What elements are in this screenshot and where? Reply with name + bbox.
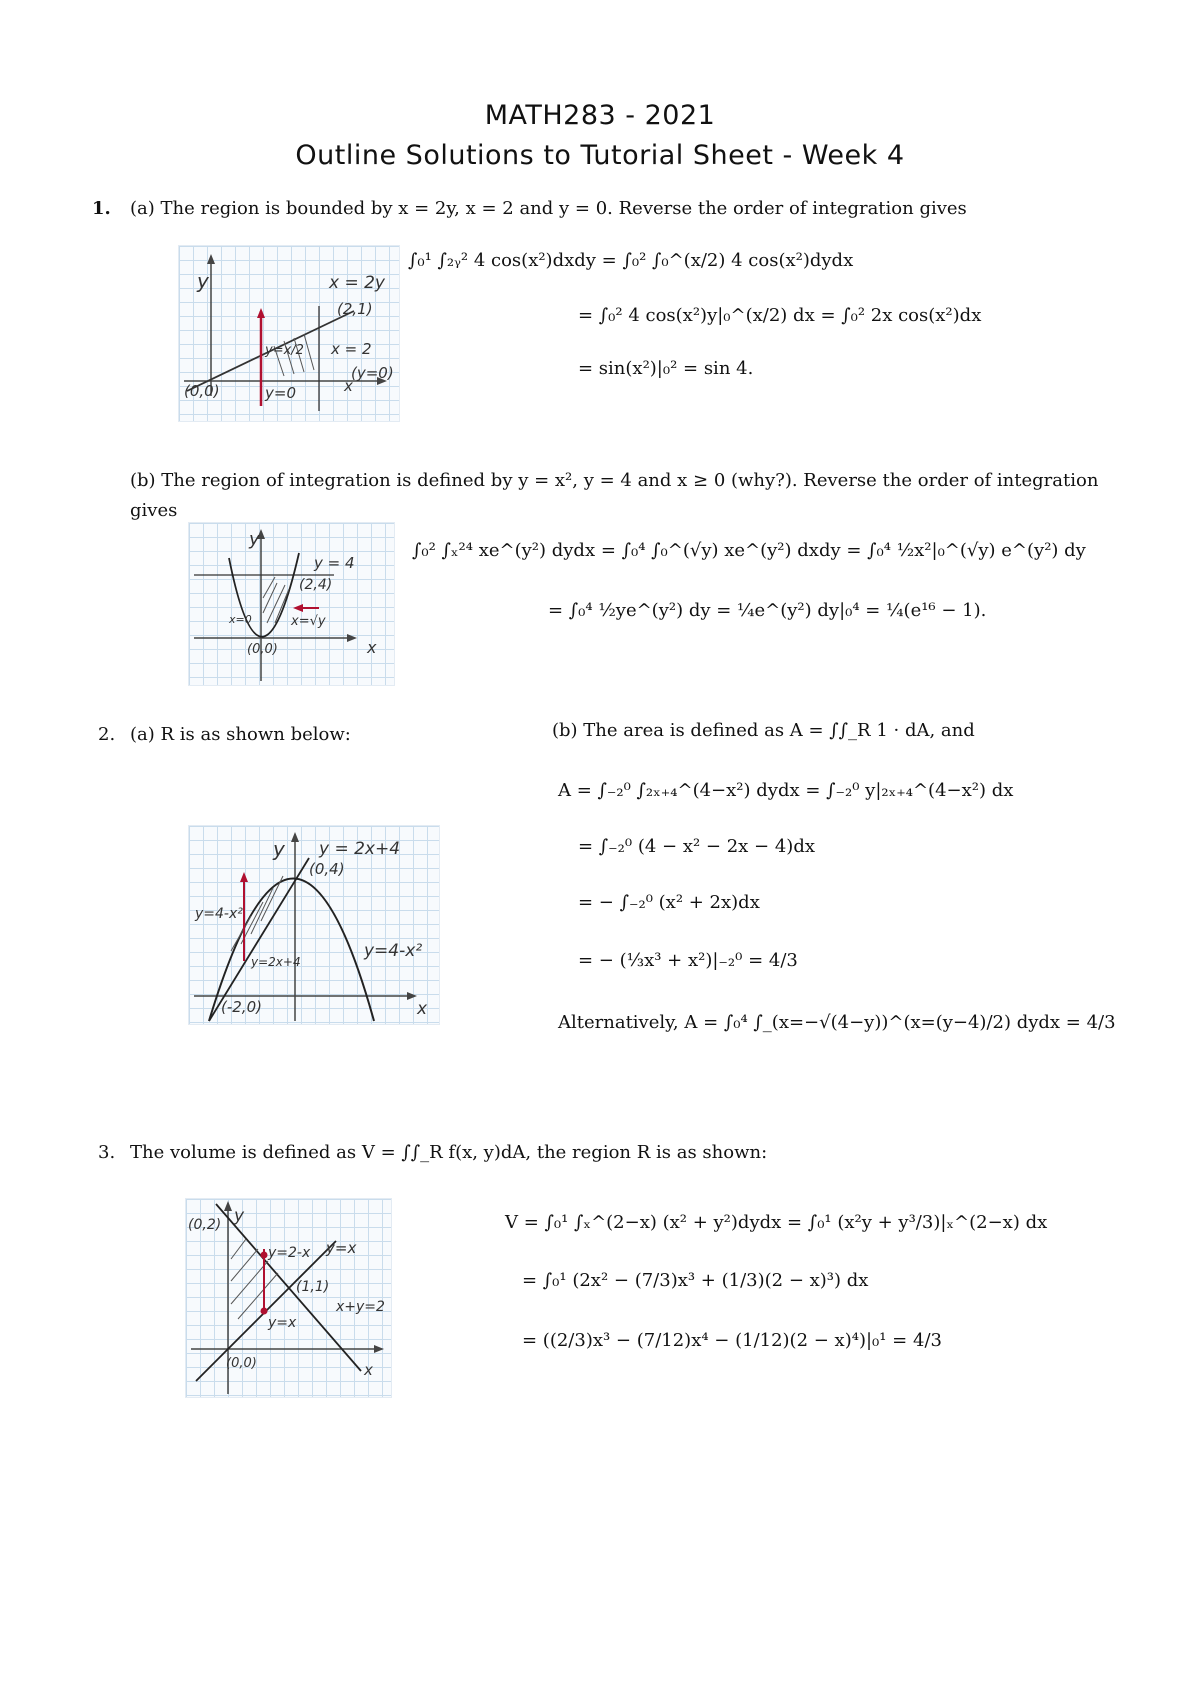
fig-label: x = 2: [331, 340, 372, 358]
q2b-equation-5: Alternatively, A = ∫₀⁴ ∫_(x=−√(4−y))^(x=(y−4)/2) dydx = 4/3: [558, 1012, 1116, 1033]
course-title: MATH283 - 2021: [484, 100, 716, 131]
q1b-equation-1: ∫₀² ∫ₓ²⁴ xe^(y²) dydx = ∫₀⁴ ∫₀^(√y) xe^(y²) dxdy = ∫₀⁴ ½x²|₀^(√y) e^(y²) dy: [412, 540, 1086, 561]
q3-equation-2: = ∫₀¹ (2x² − (7/3)x³ + (1/3)(2 − x)³) dx: [522, 1270, 869, 1291]
fig-label: y=2-x: [268, 1245, 311, 1261]
fig-label: y=2x+4: [251, 955, 301, 969]
question-1-number: 1.: [92, 198, 111, 219]
q2b-equation-3: = − ∫₋₂⁰ (x² + 2x)dx: [578, 892, 760, 913]
q2b-statement: (b) The area is defined as A = ∫∫_R 1 · dA, and: [552, 720, 975, 741]
fig-label: y = 2x+4: [319, 839, 401, 859]
fig-label: y=x: [326, 1239, 357, 1257]
q2a-region-sketch: [188, 825, 440, 1025]
fig-label: y=x/2: [265, 343, 304, 358]
fig-label: (1,1): [296, 1279, 330, 1295]
q2b-equation-2: = ∫₋₂⁰ (4 − x² − 2x − 4)dx: [578, 836, 816, 857]
fig-label: (2,1): [337, 300, 373, 318]
fig-label: x: [417, 999, 428, 1019]
question-2-number: 2.: [98, 724, 116, 745]
fig-label: (-2,0): [221, 998, 262, 1016]
fig-label: (2,4): [299, 577, 333, 593]
fig-label: y=4-x²: [195, 906, 243, 922]
fig-label: (0,4): [309, 860, 345, 878]
fig-label: y=x: [268, 1315, 297, 1331]
fig-label: x+y=2: [336, 1299, 385, 1315]
q1a-equation-3: = sin(x²)|₀² = sin 4.: [578, 358, 754, 379]
fig-label: (y=0): [351, 364, 394, 382]
q2b-equation-1: A = ∫₋₂⁰ ∫₂ₓ₊₄^(4−x²) dydx = ∫₋₂⁰ y|₂ₓ₊₄^(4−x²) dx: [558, 780, 1014, 801]
fig-label: y: [273, 837, 285, 861]
fig-label: (0,0): [184, 382, 220, 400]
fig-label: x: [367, 638, 377, 657]
q1b-equation-2: = ∫₀⁴ ½ye^(y²) dy = ¼e^(y²) dy|₀⁴ = ¼(e¹⁶ − 1).: [548, 600, 987, 621]
fig-label: x: [364, 1361, 373, 1379]
q1b-statement-cont: gives: [130, 500, 178, 521]
q1a-region-sketch: [178, 245, 400, 422]
fig-label: y: [249, 529, 260, 550]
q1a-equation-2: = ∫₀² 4 cos(x²)y|₀^(x/2) dx = ∫₀² 2x cos(x²)dx: [578, 305, 982, 326]
q3-statement: The volume is defined as V = ∫∫_R f(x, y)dA, the region R is as shown:: [130, 1142, 768, 1163]
fig-label: y: [197, 269, 209, 293]
fig-label: x = 2y: [329, 273, 385, 293]
fig-label: x: [344, 377, 353, 395]
q1b-region-sketch: [188, 522, 395, 686]
fig-label: y = 4: [314, 554, 355, 572]
question-3-number: 3.: [98, 1142, 116, 1163]
sheet-subtitle: Outline Solutions to Tutorial Sheet - Week 4: [295, 140, 905, 171]
q2a-statement: (a) R is as shown below:: [130, 724, 351, 745]
q3-equation-1: V = ∫₀¹ ∫ₓ^(2−x) (x² + y²)dydx = ∫₀¹ (x²y + y³/3)|ₓ^(2−x) dx: [505, 1212, 1048, 1233]
fig-label: x=√y: [291, 614, 326, 629]
q1a-statement: (a) The region is bounded by x = 2y, x = 2 and y = 0. Reverse the order of integration gives: [130, 198, 967, 219]
q1b-statement: (b) The region of integration is defined by y = x², y = 4 and x ≥ 0 (why?). Reverse the order of integration: [130, 470, 1099, 491]
q3-equation-3: = ((2/3)x³ − (7/12)x⁴ − (1/12)(2 − x)⁴)|₀¹ = 4/3: [522, 1330, 942, 1351]
fig-label: (0,0): [247, 642, 278, 657]
fig-label: (0,0): [226, 1356, 257, 1371]
q1a-equation-1: ∫₀¹ ∫₂ᵧ² 4 cos(x²)dxdy = ∫₀² ∫₀^(x/2) 4 cos(x²)dydx: [408, 250, 854, 271]
q2b-equation-4: = − (⅓x³ + x²)|₋₂⁰ = 4/3: [578, 950, 798, 971]
fig-label: y: [234, 1206, 245, 1226]
fig-label: y=4-x²: [364, 941, 423, 961]
fig-label: y=0: [265, 384, 296, 402]
fig-label: (0,2): [188, 1217, 222, 1233]
fig-label: x=0: [229, 613, 252, 626]
q3-region-sketch: [185, 1198, 392, 1398]
